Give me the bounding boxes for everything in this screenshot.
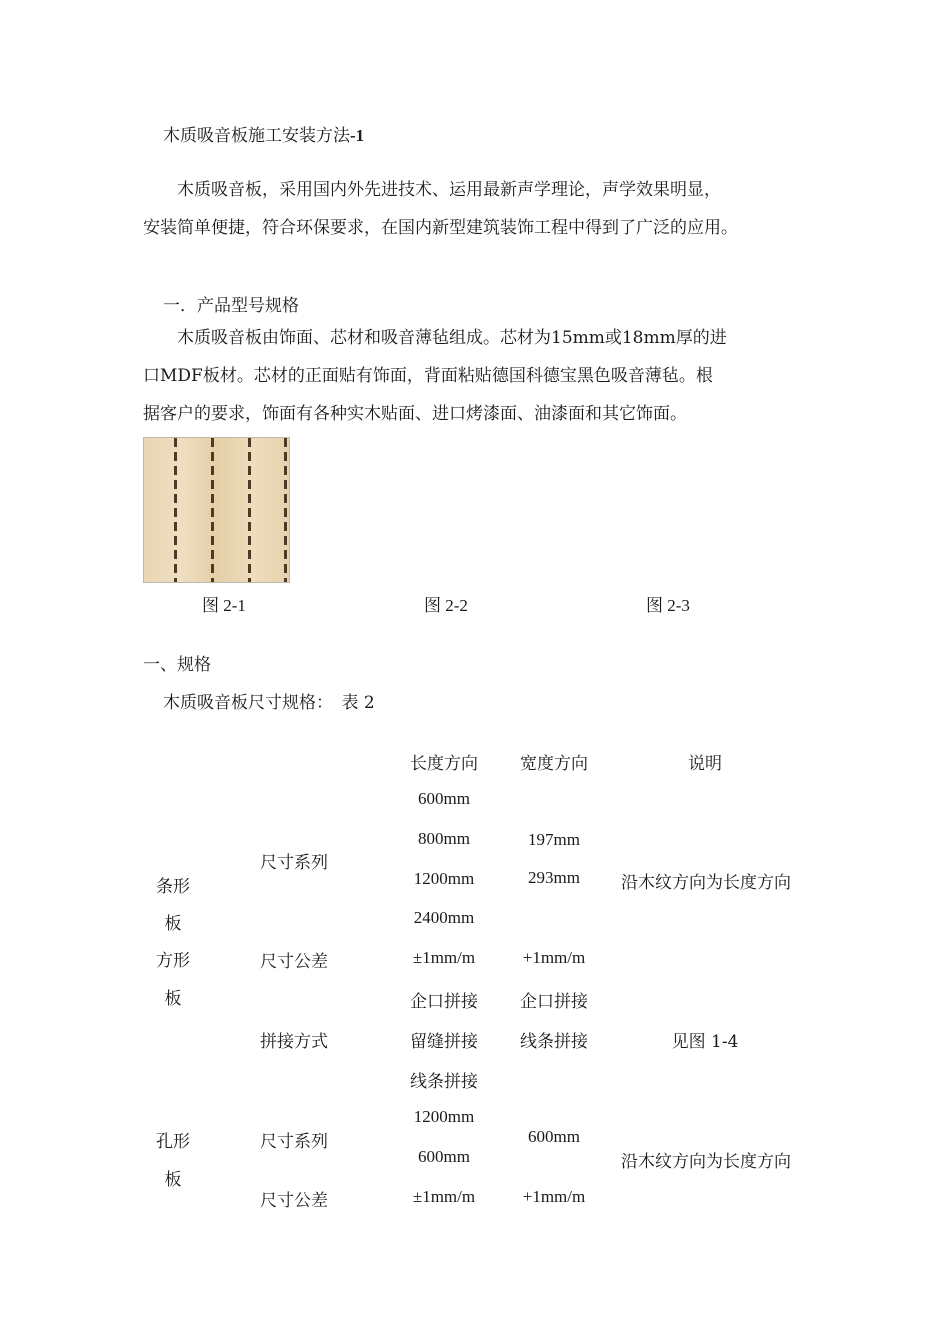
width-joint: 企口拼接 — [520, 992, 588, 1012]
length-tolerance: ±1mm/m — [412, 1187, 476, 1206]
length-joint: 线条拼接 — [410, 1072, 478, 1092]
group-label: 方形 — [156, 951, 190, 971]
section-heading: 一．产品型号规格 — [163, 296, 299, 316]
length-joint: 留缝拼接 — [410, 1032, 478, 1052]
width-tolerance: +1mm/m — [522, 1187, 586, 1206]
length-size: 1200mm — [413, 1107, 475, 1126]
table-caption: 木质吸音板尺寸规格： 表 2 — [163, 693, 375, 713]
group-label: 板 — [164, 914, 182, 934]
intro-paragraph — [143, 171, 813, 247]
row-label: 尺寸系列 — [260, 853, 328, 873]
group-label: 孔形 — [156, 1132, 190, 1152]
text-line: 安装简单便捷，符合环保要求，在国内新型建筑装饰工程中得到了广泛的应用。 — [143, 218, 738, 238]
width-size: 293mm — [528, 868, 580, 887]
length-size: 600mm — [418, 789, 470, 808]
length-size: 800mm — [418, 829, 470, 848]
row-label: 尺寸系列 — [260, 1132, 328, 1152]
header-note: 说明 — [688, 754, 722, 774]
width-tolerance: +1mm/m — [522, 948, 586, 967]
text-line: 木质吸音板，采用国内外先进技术、运用最新声学理论，声学效果明显， — [143, 180, 721, 200]
text-line: 据客户的要求，饰面有各种实木贴面、进口烤漆面、油漆面和其它饰面。 — [143, 404, 687, 424]
section-heading: 一、规格 — [143, 655, 211, 675]
width-size: 600mm — [528, 1127, 580, 1146]
header-length: 长度方向 — [410, 754, 478, 774]
row-label: 拼接方式 — [260, 1032, 328, 1052]
text-line: 木质吸音板由饰面、芯材和吸音薄毡组成。芯材为15mm或18mm厚的进 — [143, 328, 727, 348]
row-label: 尺寸公差 — [260, 1191, 328, 1211]
length-size: 600mm — [418, 1147, 470, 1166]
figure-caption: 图 2-2 — [424, 596, 468, 615]
length-joint: 企口拼接 — [410, 992, 478, 1012]
note-cell: 沿木纹方向为长度方向 — [621, 873, 791, 893]
header-width: 宽度方向 — [520, 754, 588, 774]
length-size: 2400mm — [413, 908, 475, 927]
text-line: 口MDF板材。芯材的正面贴有饰面，背面粘贴德国科德宝黑色吸音薄毡。根 — [143, 366, 713, 386]
width-size: 197mm — [528, 830, 580, 849]
group-label: 条形 — [156, 877, 190, 897]
document-title: 木质吸音板施工安装方法-1 — [163, 126, 365, 146]
width-joint: 线条拼接 — [520, 1032, 588, 1052]
length-tolerance: ±1mm/m — [412, 948, 476, 967]
note-cell: 见图 1-4 — [671, 1032, 739, 1052]
figure-caption: 图 2-1 — [202, 596, 246, 615]
groove-line — [174, 438, 177, 582]
groove-line — [248, 438, 251, 582]
group-label: 板 — [164, 989, 182, 1009]
wood-panel-photo — [143, 437, 290, 583]
figure-caption: 图 2-3 — [646, 596, 690, 615]
group-label: 板 — [164, 1170, 182, 1190]
length-size: 1200mm — [413, 869, 475, 888]
note-cell: 沿木纹方向为长度方向 — [621, 1152, 791, 1172]
groove-line — [211, 438, 214, 582]
groove-line — [284, 438, 287, 582]
row-label: 尺寸公差 — [260, 952, 328, 972]
composition-paragraph — [143, 319, 813, 433]
